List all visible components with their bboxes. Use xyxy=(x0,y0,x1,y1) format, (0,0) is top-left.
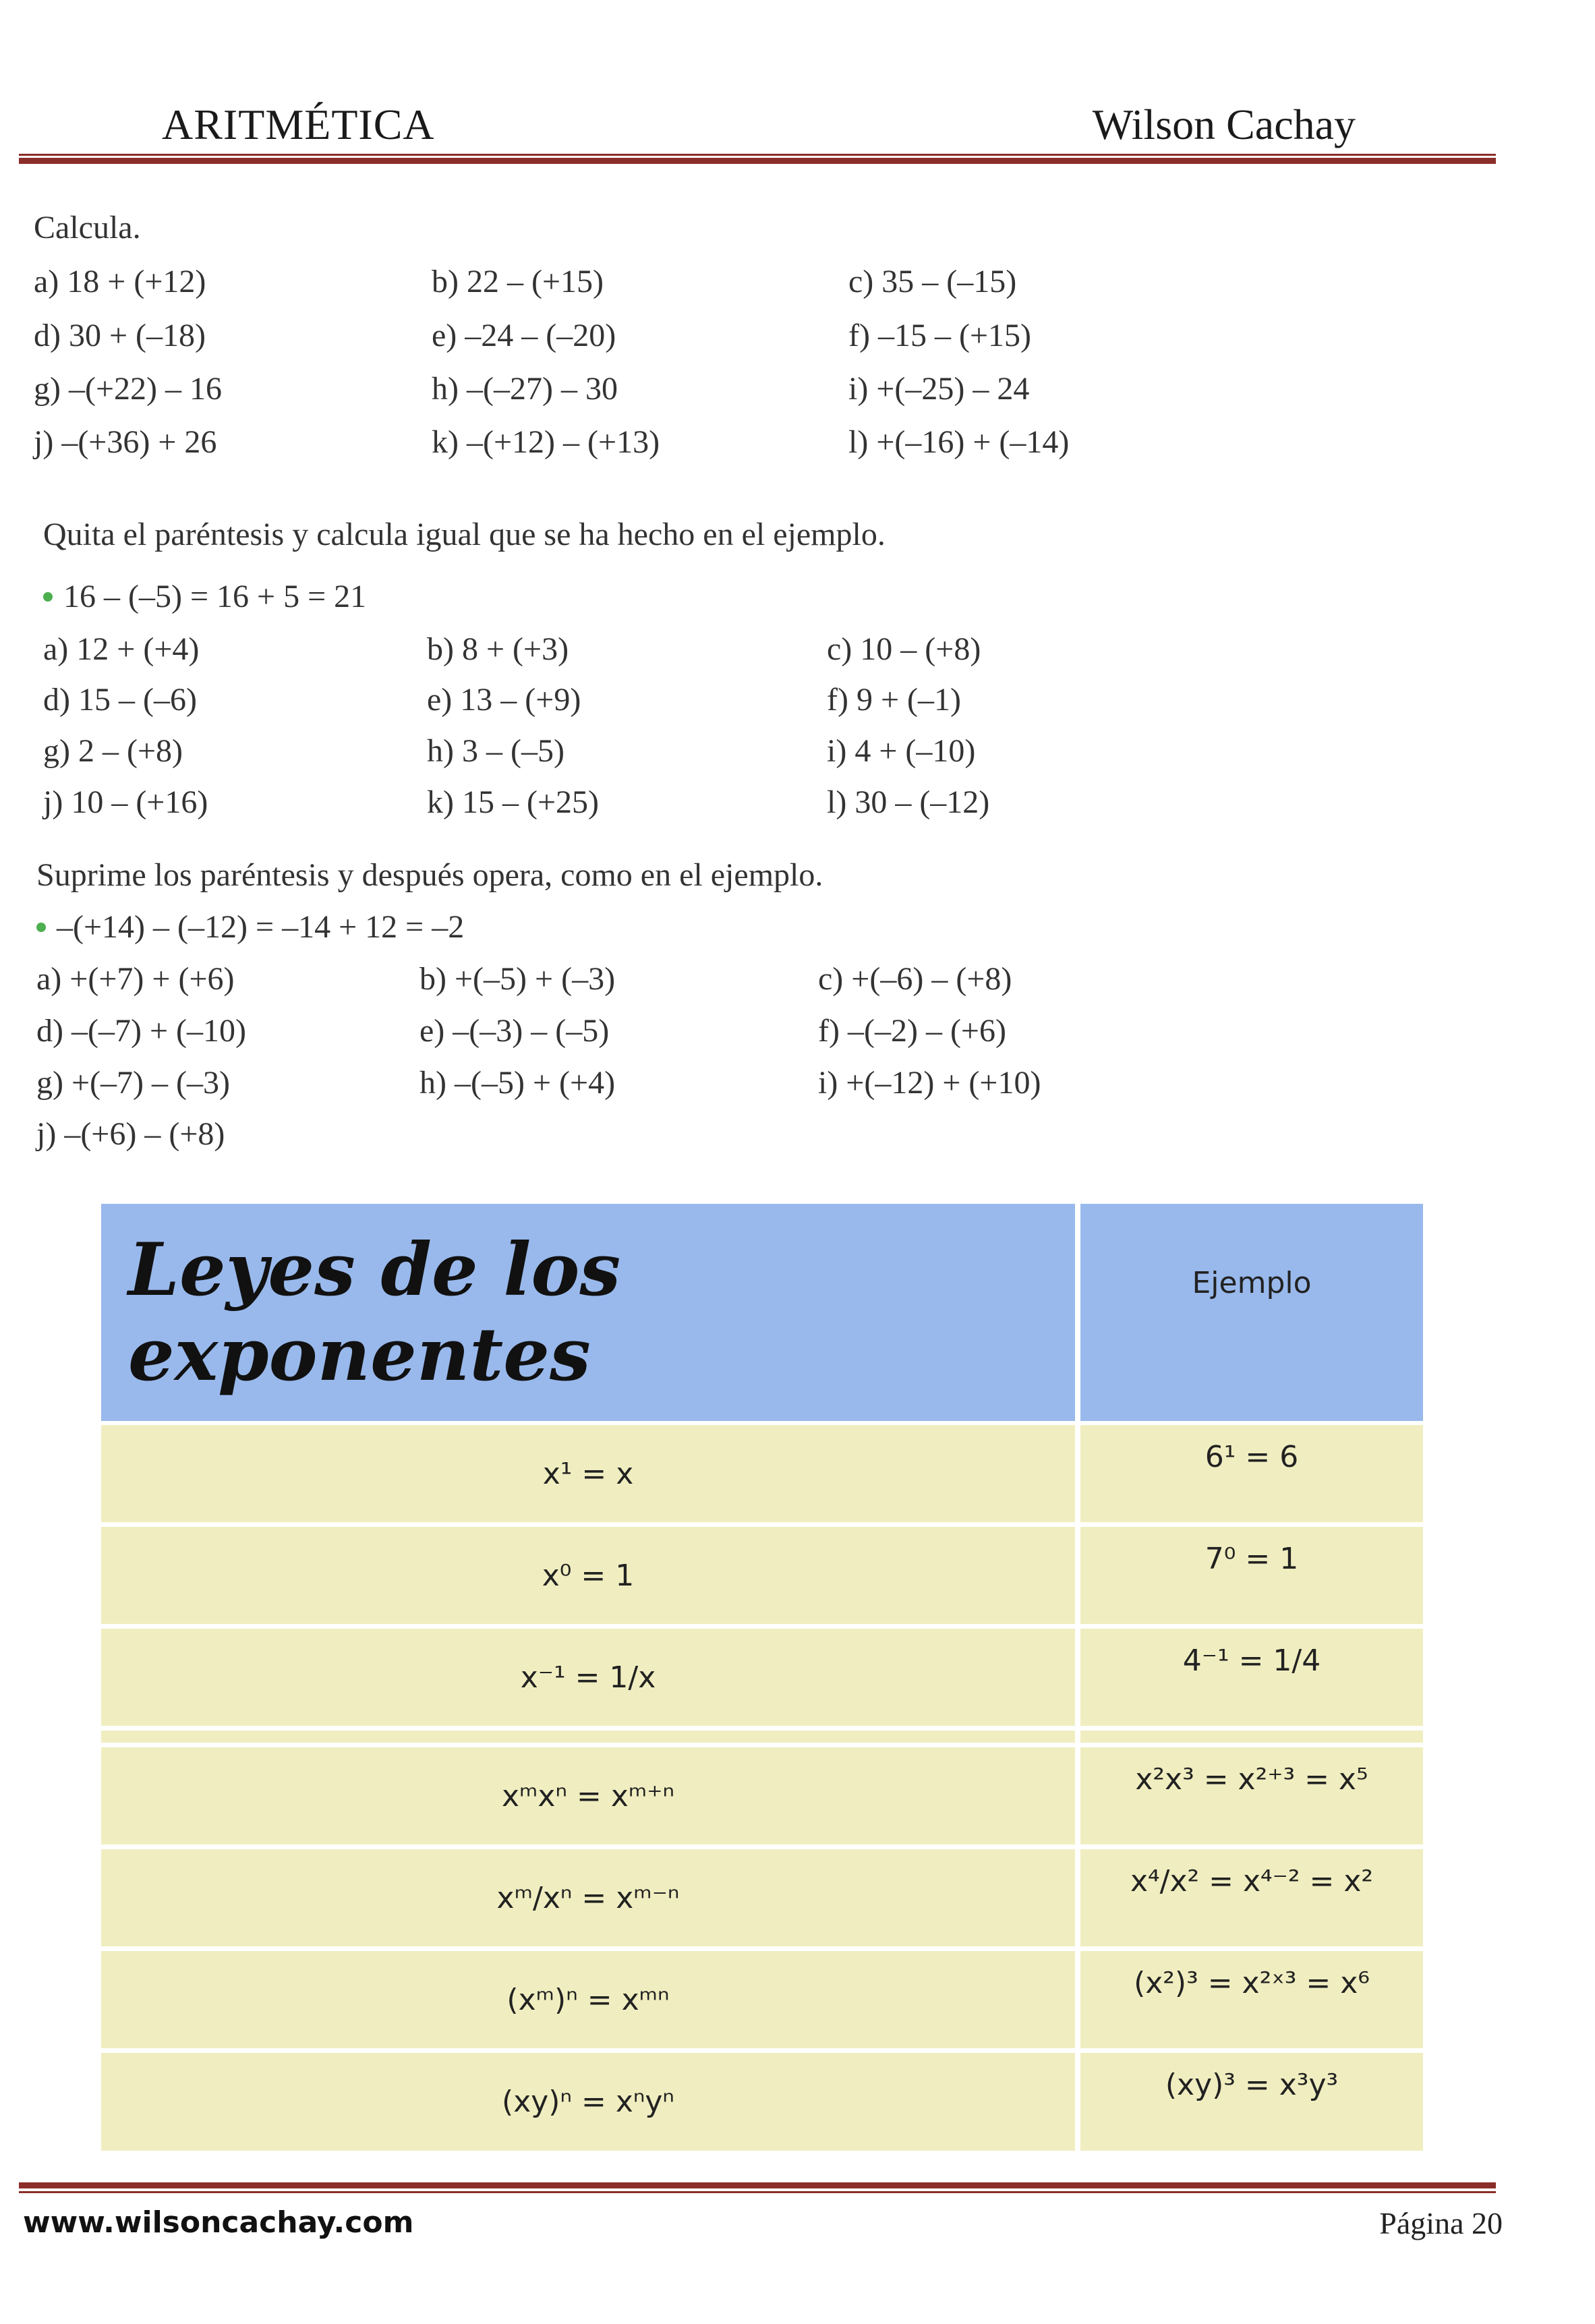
table-row xyxy=(101,1425,1423,1522)
exercise-item: k) –(+12) – (+13) xyxy=(432,424,660,460)
example-text: 16 – (–5) = 16 + 5 = 21 xyxy=(63,579,367,614)
section2-title: Quita el paréntesis y calcula igual que se ha hecho en el ejemplo. xyxy=(43,517,886,552)
section1-title: Calcula. xyxy=(34,210,141,245)
exercise-item: l) +(–16) + (–14) xyxy=(848,424,1070,460)
law-cell: xᵐxⁿ = xᵐ⁺ⁿ xyxy=(101,1747,1075,1844)
exercise-item: c) 35 – (–15) xyxy=(848,264,1017,299)
exercise-item: b) 22 – (+15) xyxy=(432,264,604,299)
table-row xyxy=(101,1849,1423,1946)
footer-page-number: Página 20 xyxy=(1379,2206,1503,2240)
section3-example xyxy=(36,908,464,946)
exercise-item: e) –(–3) – (–5) xyxy=(419,1013,610,1049)
exercise-item: i) +(–25) – 24 xyxy=(848,371,1030,407)
exercise-item: e) 13 – (+9) xyxy=(427,682,581,718)
table-row xyxy=(101,1629,1423,1726)
table-row xyxy=(101,1527,1423,1624)
example-cell: (xy)³ = x³y³ xyxy=(1080,2053,1423,2151)
example-cell: 7⁰ = 1 xyxy=(1080,1527,1423,1624)
footer-rule-thin xyxy=(19,2191,1496,2193)
exercise-item: f) 9 + (–1) xyxy=(827,682,962,718)
law-cell: xᵐ/xⁿ = xᵐ⁻ⁿ xyxy=(101,1849,1075,1946)
exercise-item: a) +(+7) + (+6) xyxy=(36,961,235,997)
table-spacer-row xyxy=(101,1731,1423,1743)
law-cell: (xᵐ)ⁿ = xᵐⁿ xyxy=(101,1951,1075,2048)
exercise-item: g) –(+22) – 16 xyxy=(34,371,223,407)
footer-website-link[interactable]: www.wilsoncachay.com xyxy=(23,2205,414,2240)
exercise-item: d) –(–7) + (–10) xyxy=(36,1013,246,1049)
footer-rule-thick xyxy=(19,2182,1496,2188)
header-rule-thin xyxy=(19,154,1496,156)
exercise-item: h) –(–27) – 30 xyxy=(432,371,618,407)
exercise-item: i) +(–12) + (+10) xyxy=(818,1065,1041,1101)
example-cell: x²x³ = x²⁺³ = x⁵ xyxy=(1080,1747,1423,1844)
exercise-item: f) –(–2) – (+6) xyxy=(818,1013,1006,1049)
section3-title: Suprime los paréntesis y después opera, como en el ejemplo. xyxy=(36,857,823,893)
law-cell: (xy)ⁿ = xⁿyⁿ xyxy=(101,2053,1075,2151)
exercise-item: k) 15 – (+25) xyxy=(427,784,600,820)
example-text: –(+14) – (–12) = –14 + 12 = –2 xyxy=(57,909,465,945)
example-cell: 6¹ = 6 xyxy=(1080,1425,1423,1522)
exercise-item: d) 30 + (–18) xyxy=(34,318,206,353)
spacer-cell xyxy=(101,1731,1075,1743)
table-example-header: Ejemplo xyxy=(1080,1204,1423,1421)
bullet-icon xyxy=(36,923,46,932)
spacer-cell xyxy=(1080,1731,1423,1743)
exercise-item: c) 10 – (+8) xyxy=(827,631,981,667)
table-row xyxy=(101,2053,1423,2151)
law-cell: x⁰ = 1 xyxy=(101,1527,1075,1624)
exercise-item: d) 15 – (–6) xyxy=(43,682,197,718)
table-row xyxy=(101,1747,1423,1844)
example-cell: x⁴/x² = x⁴⁻² = x² xyxy=(1080,1849,1423,1946)
exercise-item: l) 30 – (–12) xyxy=(827,784,990,820)
law-cell: x¹ = x xyxy=(101,1425,1075,1522)
header-author: Wilson Cachay xyxy=(1092,100,1356,148)
law-cell: x⁻¹ = 1/x xyxy=(101,1629,1075,1726)
table-row xyxy=(101,1951,1423,2048)
section2-example xyxy=(43,578,366,615)
table-title: Leyes de los exponentes xyxy=(101,1204,1075,1421)
exercise-item: a) 12 + (+4) xyxy=(43,631,200,667)
table-header-row xyxy=(101,1204,1423,1421)
exercise-item: j) –(+36) + 26 xyxy=(34,424,217,460)
exercise-item: a) 18 + (+12) xyxy=(34,264,206,299)
exercise-item: c) +(–6) – (+8) xyxy=(818,961,1012,997)
header-rule-thick xyxy=(19,158,1496,164)
exercise-item: b) +(–5) + (–3) xyxy=(419,961,616,997)
exercise-item: i) 4 + (–10) xyxy=(827,733,976,769)
bullet-icon xyxy=(43,592,53,602)
exercise-item: h) –(–5) + (+4) xyxy=(419,1065,616,1101)
example-cell: 4⁻¹ = 1/4 xyxy=(1080,1629,1423,1726)
exercise-item: g) 2 – (+8) xyxy=(43,733,183,769)
header-subject: ARITMÉTICA xyxy=(162,100,435,148)
exercise-item: e) –24 – (–20) xyxy=(432,318,616,353)
exercise-item: g) +(–7) – (–3) xyxy=(36,1065,230,1101)
example-cell: (x²)³ = x²ˣ³ = x⁶ xyxy=(1080,1951,1423,2048)
exercise-item: b) 8 + (+3) xyxy=(427,631,569,667)
exercise-item: h) 3 – (–5) xyxy=(427,733,564,769)
exercise-item: j) –(+6) – (+8) xyxy=(36,1116,225,1152)
exercise-item: j) 10 – (+16) xyxy=(43,784,208,820)
exercise-item: f) –15 – (+15) xyxy=(848,318,1032,353)
